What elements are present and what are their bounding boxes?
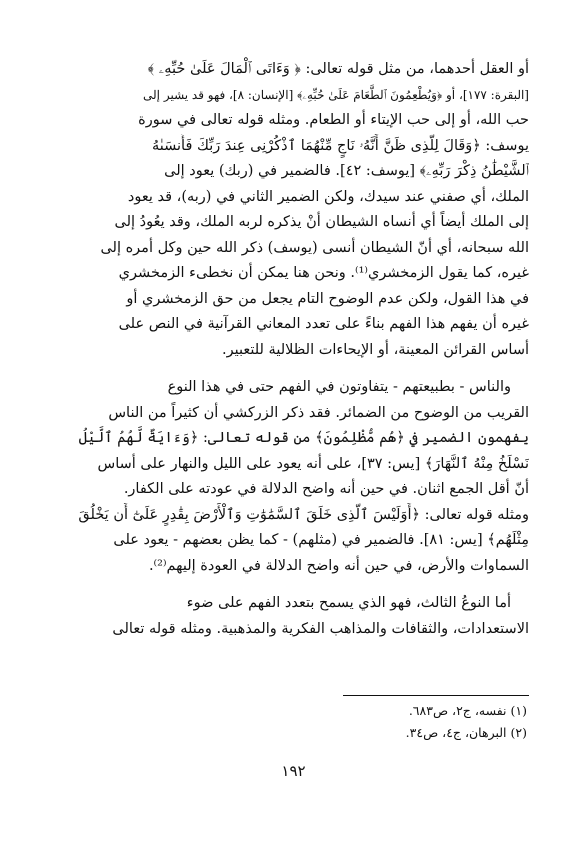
text-line: الملك، أي صفني عند سيدك، ولكن الضمير الثاني في (ربه)، قد يعود — [127, 188, 529, 205]
text-line: السماوات والأرض، في حين أنه واضح الدلالة في العودة إليهم⁽²⁾. — [148, 557, 529, 574]
text-line: غيره أن يفهم هذا الفهم بناءً على تعدد المعاني القرآنية في النص على — [118, 316, 529, 332]
text-line: حب الله، أو إلى حب الإيتاء أو الطعام. ومثله قوله تعالى في سورة — [138, 112, 529, 128]
text-line: إلى الملك أيضاً أي أنساه الشيطان أنْ يذكره لربه الملك، وقد يعُودُ إلى — [114, 214, 529, 230]
paragraph-gap — [60, 579, 529, 591]
text-line: يفهمون الضمير في ﴿هُم مُّظْلِمُونَ﴾ من قوله تعالى: ﴿وَءَايَةٌ لَّهُمُ ٱلَّيْلُ — [78, 430, 529, 446]
text-line: يوسف: ﴿وَقَالَ لِلَّذِى ظَنَّ أَنَّهُۥ نَاجٍ مِّنْهُمَا ٱذْكُرْنِى عِندَ رَبِّكَ فَأَنسَىٰهُ — [151, 137, 529, 154]
text-line: غيره، كما يقول الزمخشري⁽¹⁾. ونحن هنا يمكن أن نخطىء الزمخشري — [118, 265, 529, 281]
paragraph-gap — [60, 363, 529, 375]
text-line: أو العقل أحدهما، من مثل قوله تعالى: ﴿ وَءَاتَى ٱلْمَالَ عَلَىٰ حُبِّهِۦ ﴾ — [147, 61, 529, 77]
text-line: الاستعدادات، والثقافات والمذاهب الفكرية والمذهبية. ومثله قوله تعالى — [112, 620, 529, 637]
text-line: نَسْلَخُ مِنْهُ ٱلنَّهَارَ﴾ [يس: ٣٧]، على أنه يعود على الليل والنهار على أساس — [97, 455, 529, 472]
text-line: أما النوعُ الثالث، فهو الذي يسمح بتعدد الفهم على ضوء — [186, 595, 511, 611]
text-line: أساس القرائن المعينة، أو الإيحاءات الظلالية للتعبير. — [221, 341, 529, 358]
footnote-divider — [343, 695, 529, 696]
footnotes — [60, 700, 527, 744]
text-line: ومثله قوله تعالى: ﴿أَوَلَيْسَ ٱلَّذِى خَلَقَ ٱلسَّمَٰوَٰتِ وَٱلْأَرْضَ بِقَٰدِرٍ عَلَىٰٓ أَن يَخْلُقَ — [78, 506, 529, 523]
footnote: (١) نفسه، ج٢، ص٦٨٣. — [408, 703, 527, 718]
main-text — [60, 57, 529, 642]
text-line: مِثْلَهُم﴾ [يس: ٨١]. فالضمير في (مثلهم) - كما يظن بعضهم - يعود على — [113, 532, 529, 548]
page-number: ١٩٢ — [281, 762, 306, 780]
text-line: [البقرة: ١٧٧]، أو ﴿وَيُطْعِمُونَ ٱلطَّعَامَ عَلَىٰ حُبِّهِۦ﴾ [الإنسان: ٨]، فهو قد يشير إلى — [143, 87, 529, 102]
text-line: أنّ أقل الجمع اثنان. في حين أنه واضح الدلالة في عودته على الكفار. — [123, 481, 529, 497]
text-line: في هذا القول، ولكن عدم الوضوح التام يجعل من حق الزمخشري أو — [126, 290, 529, 307]
text-line: الله سبحانه، أي أنّ الشيطان أنسى (يوسف) ذكر الله حين وكل أمره إلى — [100, 239, 529, 256]
text-line: القريب من الوضوح من الضمائر. فقد ذكر الزركشي أن كثيراً من الناس — [108, 404, 529, 421]
footnote: (٢) البرهان، ج٤، ص٣٤. — [405, 725, 527, 740]
text-line: والناس - بطبيعتهم - يتفاوتون في الفهم حتى في هذا النوع — [167, 379, 511, 395]
text-line: ٱلشَّيْطَٰنُ ذِكْرَ رَبِّهِۦ﴾ [يوسف: ٤٢]. فالضمير في (ربك) يعود إلى — [164, 163, 529, 179]
